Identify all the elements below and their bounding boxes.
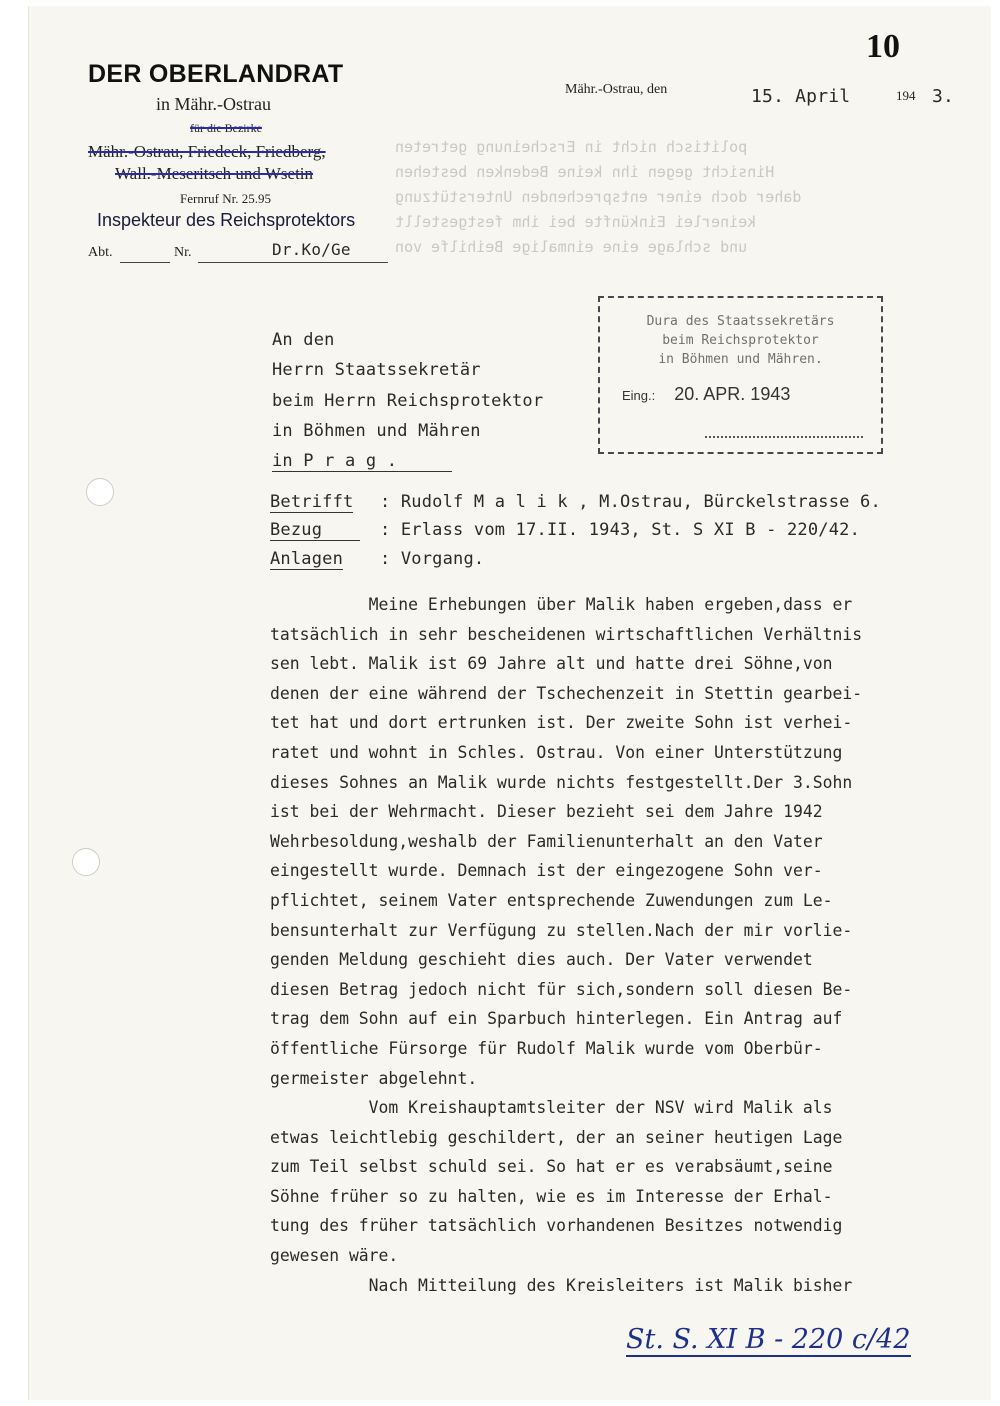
bezug-label: Bezug	[270, 520, 360, 541]
date-year-prefix: 194	[896, 88, 916, 103]
inspector-stamp: Inspekteur des Reichsprotektors	[97, 210, 356, 230]
anlagen-value: : Vorgang.	[380, 549, 485, 569]
reference-code: Dr.Ko/Ge	[272, 240, 351, 259]
letterhead-location: in Mähr.-Ostrau	[156, 94, 271, 114]
body-line: dieses Sohnes an Malik wurde nichts festgestellt.Der 3.Sohn	[270, 772, 853, 792]
letterhead-districts-label: für die Bezirke	[190, 121, 262, 135]
abt-underline	[120, 262, 170, 263]
letterhead-districts-line2: Wall.-Meseritsch und Wsetin	[115, 164, 314, 183]
body-line: zum Teil selbst schuld sei. So hat er es verabsäumt,seine	[270, 1157, 833, 1177]
date-day-month: 15. April	[751, 86, 851, 107]
date-year-suffix: 3.	[932, 86, 955, 107]
body-line: diesen Betrag jedoch nicht für sich,sondern soll diesen Be-	[270, 979, 853, 999]
address-line3: beim Herrn Reichsprotektor	[272, 391, 544, 411]
stamp-received-date: 20. APR. 1943	[674, 384, 791, 404]
body-line: pflichtet, seinem Vater entsprechende Zuwendungen zum Le-	[270, 890, 833, 910]
body-line: tet hat und dort ertrunken ist. Der zweite Sohn ist verhei-	[270, 713, 853, 733]
stamp-dotted-line	[705, 436, 863, 438]
body-line: sen lebt. Malik ist 69 Jahre alt und hatte drei Söhne,von	[270, 654, 833, 674]
body-line: öffentliche Fürsorge für Rudolf Malik wurde vom Oberbür-	[270, 1038, 823, 1058]
letterhead-phone: Fernruf Nr. 25.95	[180, 191, 271, 206]
body-line: ratet und wohnt in Schles. Ostrau. Von einer Unterstützung	[270, 742, 843, 762]
body-line: eingestellt wurde. Demnach ist der eingezogene Sohn ver-	[270, 861, 823, 881]
body-line: Nach Mitteilung des Kreisleiters ist Malik bisher	[270, 1275, 853, 1295]
body-line: Vom Kreishauptamtsleiter der NSV wird Malik als	[270, 1098, 833, 1118]
stamp-line3: in Böhmen und Mähren.	[658, 352, 823, 367]
body-line: etwas leichtlebig geschildert, der an seiner heutigen Lage	[270, 1127, 843, 1147]
anlagen-label: Anlagen	[270, 549, 344, 569]
punch-hole-bottom	[72, 848, 100, 876]
body-line: gewesen wäre.	[270, 1246, 399, 1266]
page-number: 10	[866, 28, 900, 65]
nr-underline	[198, 262, 388, 263]
punch-hole-top	[86, 478, 114, 506]
body-line: Söhne früher so zu halten, wie es im Interesse der Erhal-	[270, 1186, 833, 1206]
letterhead-title: DER OBERLANDRAT	[88, 60, 344, 88]
address-line5: in P r a g .	[272, 451, 452, 472]
bezug-value: : Erlass vom 17.II. 1943, St. S XI B - 220/42.	[380, 520, 861, 540]
stamp-line1: Dura des Staatssekretärs	[646, 314, 835, 329]
body-line: bensunterhalt zur Verfügung zu stellen.Nach der mir vorlie-	[270, 920, 853, 940]
nr-label: Nr.	[174, 245, 192, 260]
abt-label: Abt.	[88, 245, 113, 260]
bleed-through-text: politisch nicht in Erscheinung getreten	[395, 138, 748, 156]
body-line: tung des früher tatsächlich vorhandenen Besitzes notwendig	[270, 1216, 843, 1236]
bleed-through-text: und schlage eine einmalige Beihilfe von	[395, 238, 748, 256]
betrifft-value: : Rudolf M a l i k , M.Ostrau, Bürckelstrasse 6.	[380, 492, 881, 512]
body-line: trag dem Sohn auf ein Sparbuch hinterlegen. Ein Antrag auf	[270, 1009, 843, 1029]
bleed-through-text: daher doch einer entsprechenden Unterstützung	[395, 188, 802, 206]
letter-body	[270, 590, 975, 1300]
stamp-received-label: Eing.:	[622, 388, 656, 403]
date-place: Mähr.-Ostrau, den	[565, 82, 668, 97]
address-line2: Herrn Staatssekretär	[272, 360, 481, 380]
body-line: denen der eine während der Tschechenzeit in Stettin gearbei-	[270, 683, 863, 703]
bleed-through-text: Hinsicht gegen ihn keine Bedenken bestehen	[395, 163, 775, 181]
body-line: Meine Erhebungen über Malik haben ergeben,dass er	[270, 595, 853, 614]
handwritten-file-number: St. S. XI B - 220 c/42	[626, 1324, 911, 1355]
body-line: genden Meldung geschieht dies auch. Der Vater verwendet	[270, 950, 813, 970]
betrifft-label: Betrifft	[270, 492, 354, 512]
body-line: Wehrbesoldung,weshalb der Familienunterhalt an den Vater	[270, 831, 823, 851]
address-line4: in Böhmen und Mähren	[272, 421, 481, 441]
body-line: tatsächlich in sehr bescheidenen wirtschaftlichen Verhältnis	[270, 624, 863, 644]
body-line: germeister abgelehnt.	[270, 1068, 478, 1088]
address-line1: An den	[272, 330, 335, 350]
letterhead-districts-line1: Mähr.-Ostrau, Friedeck, Friedberg,	[88, 142, 326, 161]
stamp-line2: beim Reichsprotektor	[662, 333, 819, 348]
body-line: ist bei der Wehrmacht. Dieser bezieht sei dem Jahre 1942	[270, 802, 823, 822]
bleed-through-text: keinerlei Einkünfte bei ihm festgestellt	[395, 213, 757, 231]
receipt-stamp	[598, 296, 883, 454]
